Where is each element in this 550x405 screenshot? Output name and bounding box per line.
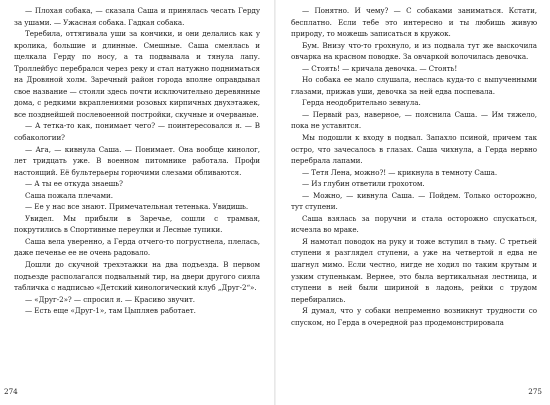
paragraph: Увидел. Мы прибыли в Заречье, сошли с трамвая, покрутились в Спортивные переулки и Лесные тупики. — [14, 213, 260, 235]
left-page-text — [14, 5, 260, 317]
page-number-left: 274 — [4, 387, 18, 396]
paragraph: — Стоять! — кричала девочка. — Стоять! — [302, 63, 458, 73]
paragraph: Мы подошли к входу в подвал. Запахло псиной, причем так остро, что зачесалось в глазах. Саша чихнула, а Герда нервно перебрала лапами. — [291, 133, 537, 166]
right-page-text — [291, 5, 537, 328]
paragraph: Саша взялась за поручни и стала осторожно спускаться, исчезла во мраке. — [291, 213, 537, 235]
left-page — [0, 0, 274, 405]
paragraph: Саша вела уверенно, а Герда отчего-то погрустнела, плелась, даже печенье ее не очень радовало. — [14, 236, 260, 258]
paragraph: Бум. Внизу что-то грохнуло, и из подвала тут же выскочила овчарка на красном поводке. За овчаркой волочилась девочка. — [291, 40, 537, 62]
paragraph: — А ты ее откуда знаешь? — [25, 179, 123, 189]
paragraph: — Из глубин ответили грохотом. — [302, 179, 425, 189]
paragraph: — Плохая собака, — сказала Саша и принялась чесать Герду за ушами. — Ужасная собака. Гадкая собака. — [14, 6, 260, 27]
paragraph: Но собака ее мало слушала, неслась куда-то с выпученными глазами, прижав уши, девочка за ней едва поспевала. — [291, 75, 537, 96]
paragraph: Я думал, что у собаки непременно возникнут трудности со спуском, но Герда в очередной раз продемонстрировала — [291, 306, 537, 327]
paragraph: Теребила, оттягивала уши за кончики, и они делались как у кролика, большие и длинные. Смешные. Саша смеялась и щелкала Герду по носу, а та подвывала и тянула лапу. Троллейбус перебрался через реку и стал натужно подниматься на Дровяной холм. Заречный район города вполне оправдывал свое название — стояли здесь почти исключительно деревянные дома, с редкими вкраплениями розовых кирпичных двухэтажек, все позднейшей послевоенной постройки, скучные и очерваные. — [14, 29, 260, 119]
page-number-right: 275 — [528, 387, 542, 396]
paragraph: — Ее у нас все знают. Примечательная тетенька. Увидишь. — [25, 202, 249, 212]
paragraph: — «Друг-2»? — спросил я. — Красиво звучит. — [25, 294, 195, 304]
paragraph: Герда неодобрительно зевнула. — [302, 98, 421, 108]
paragraph: — А тетка-то как, понимает чего? — поинтересовался я. — В собакологии? — [14, 121, 260, 143]
paragraph: Дошли до скучной трехэтажки на два подъезда. В первом подъезде располагался подвальный тир, на двери другого сияла табличка с надписью «Детский кинологический клуб „Друг-2“». — [14, 260, 260, 293]
paragraph: — Тетя Лена, можно?! — крикнула в темноту Саша. — [302, 167, 498, 177]
paragraph: Я намотал поводок на руку и тоже вступил в тьму. С третьей ступени я разглядел ступени, а уже на четвертой я едва не шагнул мимо. Если честно, нигде не ходил по таким крутым и узким ступенькам. Вернее, это была вертикальная лестница, и ступени в ней были шириной в ладонь, рейки с трудом перебирались. — [291, 236, 537, 304]
right-page — [276, 0, 550, 405]
paragraph: — Понятно. И чему? — С собаками заниматься. Кстати, бесплатно. Если тебе это интересно и ты любишь живую природу, то можешь записаться в кружок. — [291, 6, 537, 39]
paragraph: — Первый раз, наверное, — пояснила Саша. — Им тяжело, пока не уставятся. — [291, 109, 537, 131]
paragraph: Саша пожала плечами. — [25, 190, 113, 200]
paragraph: — Ага, — кивнула Саша. — Понимает. Она вообще кинолог, лет тридцать уже. В военном питомнике работала. Профи настоящий. Её бультерьеры горючими слезами обливаются. — [14, 144, 260, 177]
paragraph: — Можно, — кивнула Саша. — Пойдем. Только осторожно, тут ступени. — [291, 190, 537, 212]
paragraph: — Есть еще «Друг-1», там Цыпляев работает. — [25, 306, 196, 316]
